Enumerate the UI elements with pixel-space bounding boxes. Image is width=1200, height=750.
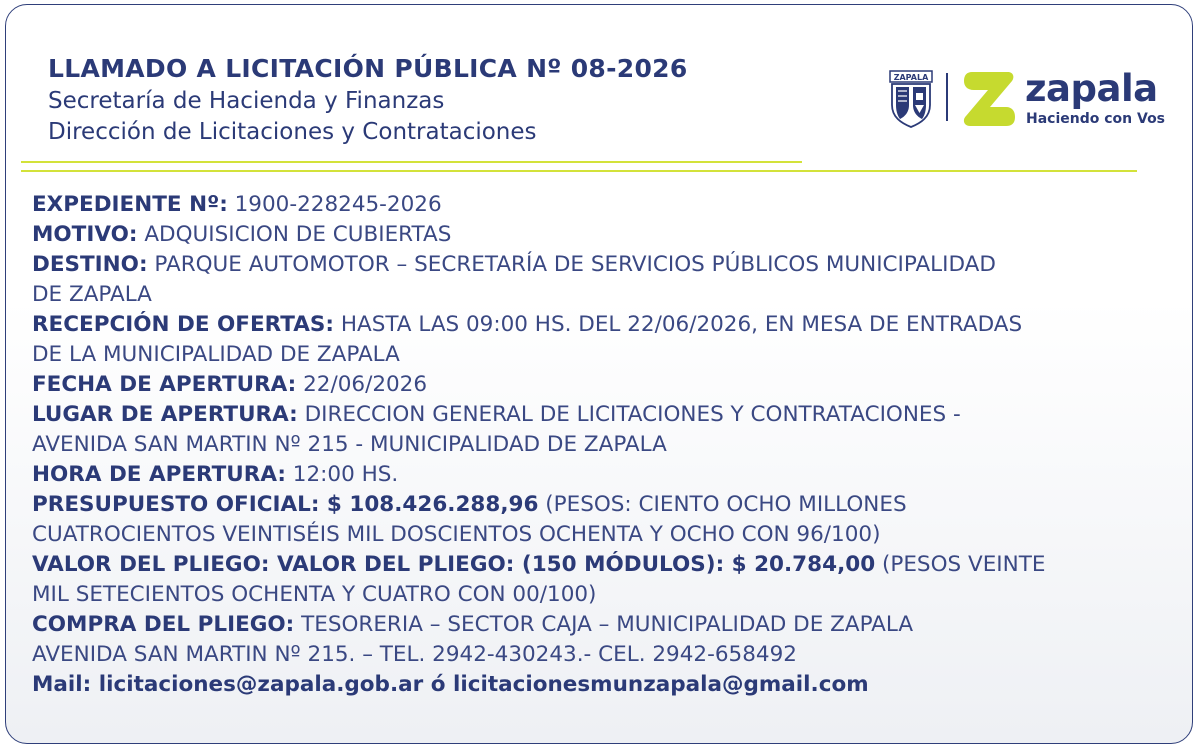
- mail-text: Mail: licitaciones@zapala.gob.ar ó licitacionesmunzapala@gmail.com: [32, 672, 869, 697]
- recepcion-row: [32, 310, 1192, 340]
- expediente-label: EXPEDIENTE Nº:: [32, 192, 228, 217]
- motivo-row: [32, 220, 1192, 250]
- logo-divider: [946, 73, 948, 121]
- fecha-apertura-label: FECHA DE APERTURA:: [32, 372, 297, 397]
- expediente-row: [32, 190, 1192, 220]
- compra-pliego-row-cont: [32, 640, 1192, 670]
- compra-pliego-label: COMPRA DEL PLIEGO:: [32, 612, 295, 637]
- fecha-apertura-value: 22/06/2026: [296, 372, 428, 397]
- recepcion-value-2: DE LA MUNICIPALIDAD DE ZAPALA: [32, 342, 400, 367]
- presupuesto-value-2: CUATROCIENTOS VEINTISÉIS MIL DOSCIENTOS OCHENTA Y OCHO CON 96/100): [32, 522, 881, 547]
- valor-pliego-row-cont: [32, 580, 1192, 610]
- compra-pliego-value-2: AVENIDA SAN MARTIN Nº 215. – TEL. 2942-430243.- CEL. 2942-658492: [32, 642, 797, 667]
- compra-pliego-value-1: TESORERIA – SECTOR CAJA – MUNICIPALIDAD DE ZAPALA: [294, 612, 914, 637]
- header-rule-long: [21, 170, 1137, 172]
- hora-apertura-row: [32, 460, 1192, 490]
- motivo-label: MOTIVO:: [32, 222, 138, 247]
- crest-icon: [888, 69, 934, 129]
- brand-name: zapala: [1025, 67, 1158, 110]
- destino-row: [32, 250, 1192, 280]
- presupuesto-row-cont: [32, 520, 1192, 550]
- expediente-value: 1900-228245-2026: [227, 192, 442, 217]
- motivo-value: ADQUISICION DE CUBIERTAS: [137, 222, 452, 247]
- valor-pliego-value-2: MIL SETECIENTOS OCHENTA Y CUATRO CON 00/100): [32, 582, 597, 607]
- header-rule-short: [21, 161, 802, 163]
- hora-apertura-label: HORA DE APERTURA:: [32, 462, 286, 487]
- destino-value-1: PARQUE AUTOMOTOR – SECRETARÍA DE SERVICIOS PÚBLICOS MUNICIPALIDAD: [147, 252, 996, 277]
- crest-label: ZAPALA: [893, 73, 929, 82]
- lugar-apertura-value-2: AVENIDA SAN MARTIN Nº 215 - MUNICIPALIDAD DE ZAPALA: [32, 432, 667, 457]
- municipality-logo: [888, 67, 1168, 131]
- directorate-name: Dirección de Licitaciones y Contrataciones: [48, 119, 537, 145]
- brand-tagline: Haciendo con Vos: [1026, 111, 1166, 127]
- mail-row: [32, 670, 1192, 700]
- lugar-apertura-row: [32, 400, 1192, 430]
- presupuesto-label: PRESUPUESTO OFICIAL: $ 108.426.288,96: [32, 492, 539, 517]
- notice-title: LLAMADO A LICITACIÓN PÚBLICA Nº 08-2026: [48, 54, 688, 83]
- valor-pliego-value-1: (PESOS VEINTE: [875, 552, 1046, 577]
- presupuesto-value-1: (PESOS: CIENTO OCHO MILLONES: [538, 492, 907, 517]
- notice-body: [32, 190, 1192, 700]
- lugar-apertura-row-cont: [32, 430, 1192, 460]
- destino-value-2: DE ZAPALA: [32, 282, 152, 307]
- valor-pliego-row: [32, 550, 1192, 580]
- secretariat-name: Secretaría de Hacienda y Finanzas: [48, 88, 445, 114]
- z-mark-icon: [960, 69, 1018, 129]
- destino-row-cont: [32, 280, 1192, 310]
- recepcion-row-cont: [32, 340, 1192, 370]
- valor-pliego-label: VALOR DEL PLIEGO: VALOR DEL PLIEGO: (150 MÓDULOS): $ 20.784,00: [32, 552, 876, 577]
- destino-label: DESTINO:: [32, 252, 148, 277]
- lugar-apertura-value-1: DIRECCION GENERAL DE LICITACIONES Y CONTRATACIONES -: [297, 402, 961, 427]
- recepcion-label: RECEPCIÓN DE OFERTAS:: [32, 312, 334, 337]
- hora-apertura-value: 12:00 HS.: [285, 462, 399, 487]
- lugar-apertura-label: LUGAR DE APERTURA:: [32, 402, 298, 427]
- fecha-apertura-row: [32, 370, 1192, 400]
- compra-pliego-row: [32, 610, 1192, 640]
- recepcion-value-1: HASTA LAS 09:00 HS. DEL 22/06/2026, EN MESA DE ENTRADAS: [333, 312, 1023, 337]
- presupuesto-row: [32, 490, 1192, 520]
- tender-notice-card: [5, 4, 1193, 744]
